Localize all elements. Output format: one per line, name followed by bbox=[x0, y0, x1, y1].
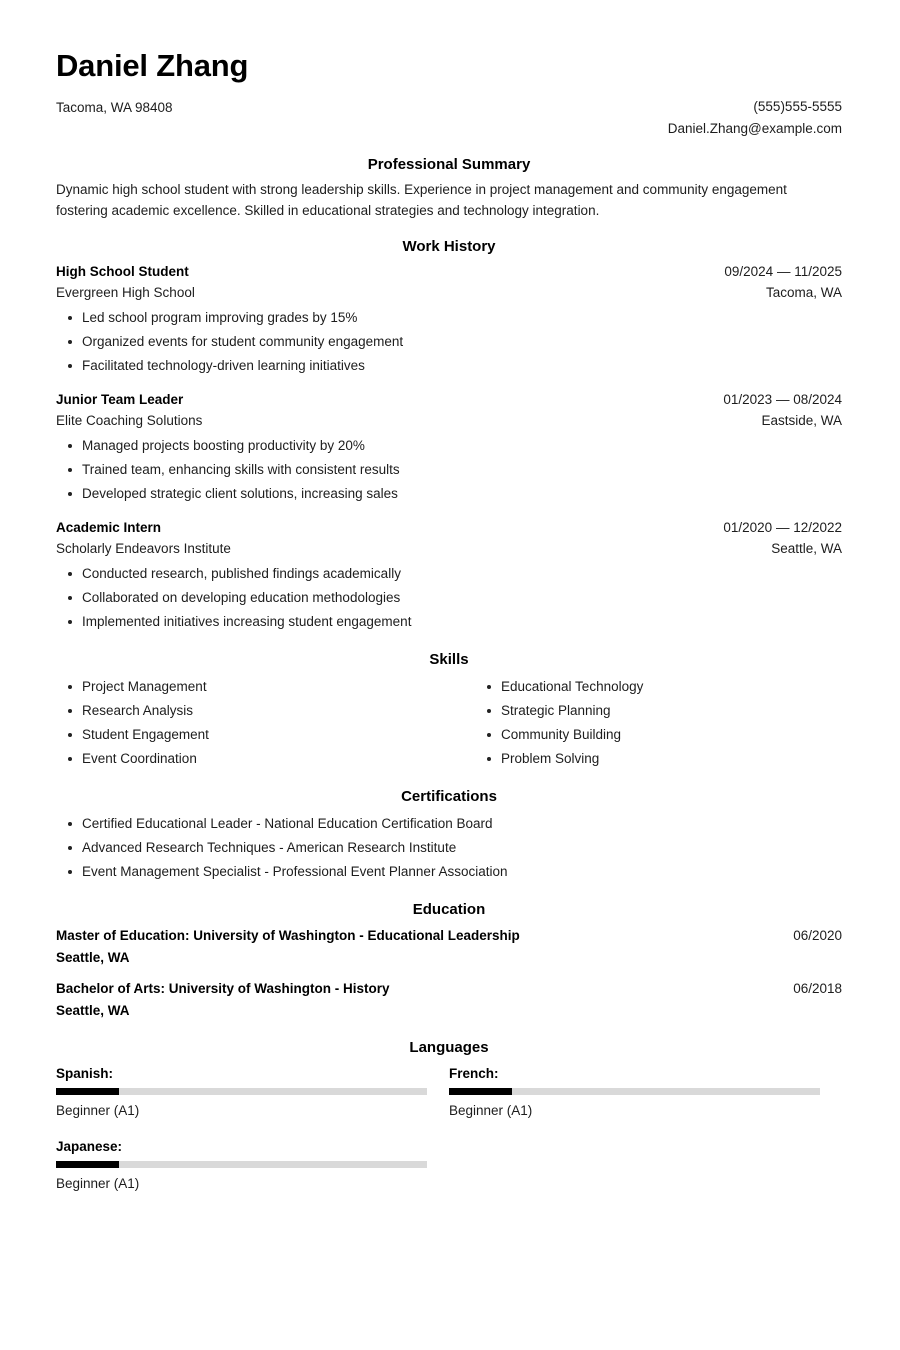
job-company: Scholarly Endeavors Institute bbox=[56, 541, 231, 557]
languages-grid bbox=[56, 1063, 842, 1209]
skill-item: Educational Technology bbox=[475, 675, 842, 699]
job-bullet: Organized events for student community engagement bbox=[56, 330, 842, 354]
job-title: Academic Intern bbox=[56, 520, 162, 536]
job-bullet: Collaborated on developing education methodologies bbox=[56, 586, 842, 610]
section-heading-certifications: Certifications bbox=[401, 788, 497, 806]
section-heading-skills: Skills bbox=[429, 651, 469, 669]
job-bullet: Led school program improving grades by 15% bbox=[56, 306, 842, 330]
language-proficiency-fill bbox=[56, 1161, 119, 1168]
education-degree-row bbox=[56, 925, 842, 947]
language-proficiency-track bbox=[56, 1161, 427, 1168]
job-bullet: Implemented initiatives increasing student engagement bbox=[56, 610, 842, 634]
work-history-item bbox=[56, 390, 842, 506]
contact-address-block bbox=[56, 96, 173, 119]
job-bullet: Conducted research, published findings academically bbox=[56, 562, 842, 586]
skill-item: Problem Solving bbox=[475, 747, 842, 771]
education-location: Seattle, WA bbox=[56, 949, 130, 965]
skill-item: Community Building bbox=[475, 723, 842, 747]
candidate-phone: (555)555-5555 bbox=[753, 98, 842, 114]
language-name: Spanish: bbox=[56, 1065, 114, 1081]
job-location: Tacoma, WA bbox=[765, 285, 842, 301]
section-heading-summary: Professional Summary bbox=[367, 156, 531, 174]
language-proficiency-fill bbox=[449, 1088, 512, 1095]
skills-column-right bbox=[449, 675, 842, 771]
contact-details-block bbox=[668, 96, 842, 140]
education-degree: Bachelor of Arts: University of Washington - History bbox=[56, 981, 390, 997]
job-bullet: Managed projects boosting productivity by 20% bbox=[56, 434, 842, 458]
section-heading-work-history: Work History bbox=[402, 238, 496, 256]
job-bullet-list bbox=[56, 562, 842, 634]
candidate-address: Tacoma, WA 98408 bbox=[56, 99, 173, 115]
language-name: Japanese: bbox=[56, 1138, 123, 1154]
language-proficiency-track bbox=[449, 1088, 820, 1095]
work-history-item bbox=[56, 518, 842, 634]
certification-item: Advanced Research Techniques - American Research Institute bbox=[56, 836, 842, 860]
skills-column-left bbox=[56, 675, 449, 771]
work-history-list bbox=[56, 262, 842, 634]
education-date: 06/2020 bbox=[793, 928, 842, 944]
language-level: Beginner (A1) bbox=[56, 1103, 140, 1119]
contact-row bbox=[56, 96, 842, 140]
language-proficiency-fill bbox=[56, 1088, 119, 1095]
job-title: High School Student bbox=[56, 264, 189, 280]
certification-item: Event Management Specialist - Professional Event Planner Association bbox=[56, 860, 842, 884]
work-history-item bbox=[56, 262, 842, 378]
language-level: Beginner (A1) bbox=[449, 1103, 533, 1119]
education-degree-row bbox=[56, 978, 842, 1000]
skill-item: Student Engagement bbox=[56, 723, 449, 747]
education-date: 06/2018 bbox=[793, 981, 842, 997]
skill-item: Research Analysis bbox=[56, 699, 449, 723]
education-location: Seattle, WA bbox=[56, 1002, 130, 1018]
job-location: Eastside, WA bbox=[761, 413, 842, 429]
education-degree: Master of Education: University of Washington - Educational Leadership bbox=[56, 928, 520, 944]
job-dates: 09/2024 — 11/2025 bbox=[724, 264, 842, 280]
job-title-row bbox=[56, 262, 842, 283]
skill-item: Project Management bbox=[56, 675, 449, 699]
professional-summary-text: Dynamic high school student with strong leadership skills. Experience in project management and community engagement fostering academic excellence. Skilled in educational strategies and technology integration. bbox=[56, 182, 787, 218]
language-item bbox=[56, 1136, 449, 1195]
job-location: Seattle, WA bbox=[771, 541, 842, 557]
job-bullet: Facilitated technology-driven learning initiatives bbox=[56, 354, 842, 378]
job-company-row bbox=[56, 411, 842, 432]
job-title: Junior Team Leader bbox=[56, 392, 184, 408]
section-heading-languages: Languages bbox=[409, 1038, 489, 1056]
language-item bbox=[449, 1063, 842, 1122]
job-bullet: Trained team, enhancing skills with consistent results bbox=[56, 458, 842, 482]
job-company-row bbox=[56, 539, 842, 560]
skill-item: Event Coordination bbox=[56, 747, 449, 771]
job-dates: 01/2020 — 12/2022 bbox=[723, 520, 842, 536]
skills-columns bbox=[56, 675, 842, 771]
resume-header bbox=[56, 48, 842, 139]
language-name: French: bbox=[449, 1065, 499, 1081]
job-bullet-list bbox=[56, 434, 842, 506]
language-level: Beginner (A1) bbox=[56, 1176, 140, 1192]
section-heading-education: Education bbox=[412, 901, 486, 919]
job-company: Elite Coaching Solutions bbox=[56, 413, 203, 429]
job-bullet: Developed strategic client solutions, increasing sales bbox=[56, 482, 842, 506]
education-item bbox=[56, 978, 842, 1021]
skill-item: Strategic Planning bbox=[475, 699, 842, 723]
job-title-row bbox=[56, 390, 842, 411]
language-item bbox=[56, 1063, 449, 1122]
job-title-row bbox=[56, 518, 842, 539]
certification-item: Certified Educational Leader - National Education Certification Board bbox=[56, 812, 842, 836]
candidate-name: Daniel Zhang bbox=[56, 48, 249, 83]
job-company-row bbox=[56, 283, 842, 304]
education-list bbox=[56, 925, 842, 1021]
skills-list-left bbox=[56, 675, 449, 771]
skills-list-right bbox=[475, 675, 842, 771]
education-item bbox=[56, 925, 842, 968]
job-bullet-list bbox=[56, 306, 842, 378]
certifications-list bbox=[56, 812, 842, 884]
language-proficiency-track bbox=[56, 1088, 427, 1095]
candidate-email[interactable]: Daniel.Zhang@example.com bbox=[667, 120, 842, 136]
job-company: Evergreen High School bbox=[56, 285, 195, 301]
job-dates: 01/2023 — 08/2024 bbox=[723, 392, 842, 408]
